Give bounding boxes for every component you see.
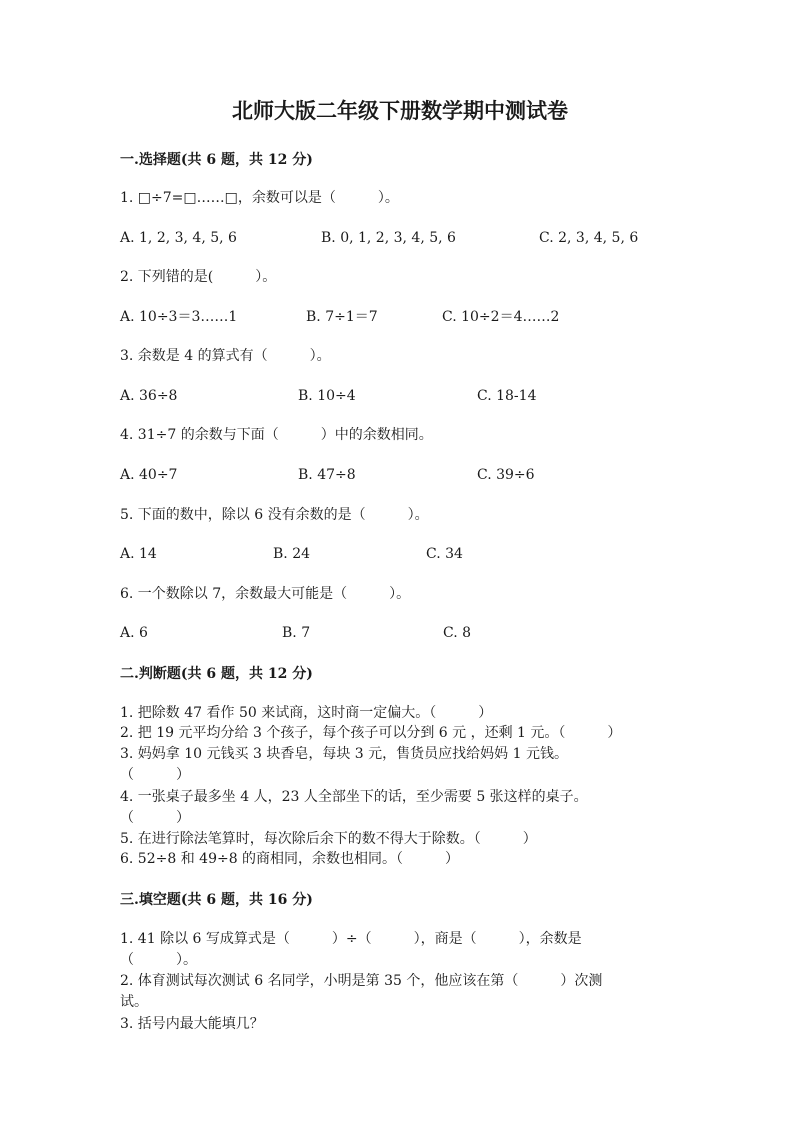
judgment-line: （ ） bbox=[120, 810, 190, 826]
judgment-line: 4. 一张桌子最多坐 4 人，23 人全部坐下的话，至少需要 5 张这样的桌子。 bbox=[120, 789, 588, 805]
question-3-stem: 3. 余数是 4 的算式有（ ）。 bbox=[120, 348, 331, 364]
question-5-option-c: C. 34 bbox=[426, 546, 463, 562]
judgment-line: （ ） bbox=[120, 767, 190, 783]
judgment-line: 2. 把 19 元平均分给 3 个孩子，每个孩子可以分到 6 元 ，还剩 1 元。（ ） bbox=[120, 725, 622, 741]
judgment-line: 3. 妈妈拿 10 元钱买 3 块香皂，每块 3 元，售货员应找给妈妈 1 元钱。 bbox=[120, 746, 568, 762]
question-1-option-a: A. 1, 2, 3, 4, 5, 6 bbox=[120, 230, 237, 246]
page-title: 北师大版二年级下册数学期中测试卷 bbox=[232, 98, 568, 123]
question-1-stem: 1. □÷7=□……□，余数可以是（ ）。 bbox=[120, 190, 399, 206]
fill-in-line: 1. 41 除以 6 写成算式是（ ）÷（ ），商是（ ），余数是 bbox=[120, 931, 582, 947]
section-header-choice: 一.选择题(共 6 题，共 12 分) bbox=[120, 152, 313, 168]
question-2-option-b: B. 7÷1＝7 bbox=[306, 309, 378, 325]
judgment-line: 5. 在进行除法笔算时，每次除后余下的数不得大于除数。（ ） bbox=[120, 831, 537, 847]
fill-in-line: （ ）。 bbox=[120, 952, 197, 968]
question-5-option-a: A. 14 bbox=[120, 546, 157, 562]
question-5-option-b: B. 24 bbox=[273, 546, 311, 562]
question-3-option-b: B. 10÷4 bbox=[298, 388, 356, 404]
question-6-option-b: B. 7 bbox=[282, 625, 311, 641]
question-2-stem: 2. 下列错的是( ）。 bbox=[120, 269, 277, 285]
question-6-option-a: A. 6 bbox=[120, 625, 148, 641]
section-header-judgment: 二.判断题(共 6 题，共 12 分) bbox=[120, 666, 313, 682]
section-header-fill-in: 三.填空题(共 6 题，共 16 分) bbox=[120, 892, 313, 908]
fill-in-line: 2. 体育测试每次测试 6 名同学，小明是第 35 个，他应该在第（ ）次测 bbox=[120, 973, 603, 989]
question-1-option-c: C. 2, 3, 4, 5, 6 bbox=[539, 230, 639, 246]
question-4-stem: 4. 31÷7 的余数与下面（ ）中的余数相同。 bbox=[120, 427, 433, 443]
judgment-line: 6. 52÷8 和 49÷8 的商相同，余数也相同。（ ） bbox=[120, 851, 460, 867]
judgment-line: 1. 把除数 47 看作 50 来试商，这时商一定偏大。（ ） bbox=[120, 705, 493, 721]
question-6-stem: 6. 一个数除以 7，余数最大可能是（ ）。 bbox=[120, 586, 411, 602]
question-6-option-c: C. 8 bbox=[443, 625, 472, 641]
fill-in-line: 3. 括号内最大能填几？ bbox=[120, 1016, 264, 1032]
question-4-option-b: B. 47÷8 bbox=[298, 467, 356, 483]
question-4-option-a: A. 40÷7 bbox=[120, 467, 178, 483]
question-2-option-c: C. 10÷2＝4……2 bbox=[442, 309, 560, 325]
question-5-stem: 5. 下面的数中，除以 6 没有余数的是（ ）。 bbox=[120, 507, 429, 523]
question-4-option-c: C. 39÷6 bbox=[477, 467, 535, 483]
question-3-option-c: C. 18-14 bbox=[477, 388, 537, 404]
question-3-option-a: A. 36÷8 bbox=[120, 388, 178, 404]
fill-in-line: 试。 bbox=[120, 994, 148, 1010]
question-2-option-a: A. 10÷3＝3……1 bbox=[120, 309, 238, 325]
question-1-option-b: B. 0, 1, 2, 3, 4, 5, 6 bbox=[321, 230, 456, 246]
